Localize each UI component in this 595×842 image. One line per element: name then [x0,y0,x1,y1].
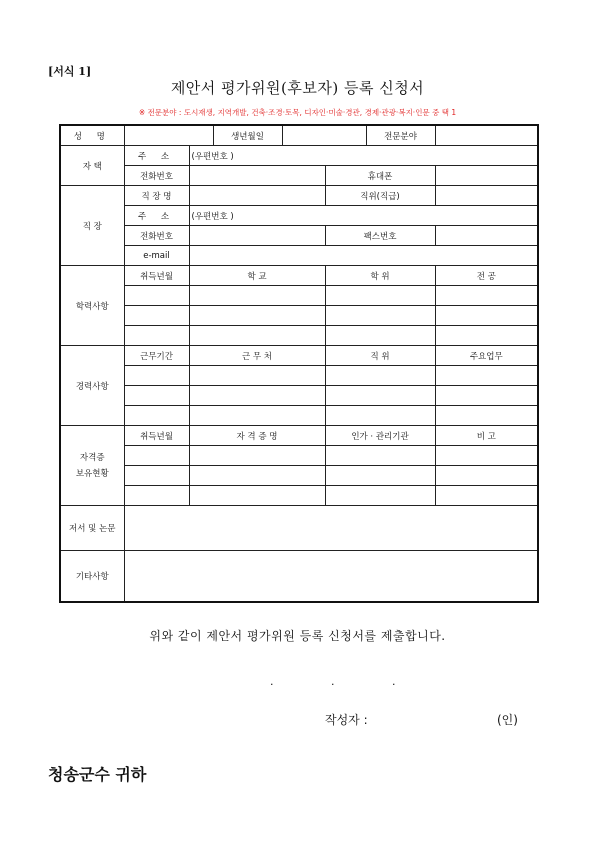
home-address-field[interactable]: (우편번호 ) [189,146,538,166]
education-entry-row [60,306,538,326]
education-header: 취득년월 [124,266,189,286]
mobile-label: 휴대폰 [325,166,435,186]
field-value[interactable] [435,125,538,146]
career-cell[interactable] [189,366,325,386]
field-note: ※ 전문분야 : 도시재생, 지역개발, 건축·조경·토목, 디자인·미술·경관, 경제·관광·복지·인문 중 택 1 [138,108,457,117]
work-name-label: 직 장 명 [124,186,189,206]
license-cell[interactable] [189,466,325,486]
education-cell[interactable] [325,326,435,346]
career-entry-row [60,386,538,406]
education-cell[interactable] [124,306,189,326]
education-cell[interactable] [325,306,435,326]
publications-label: 저서 및 논문 [60,506,124,551]
work-name-row [60,186,538,206]
name-field[interactable] [124,125,213,146]
publications-field[interactable] [124,506,538,551]
work-phone-row [60,226,538,246]
publications-row [60,506,538,551]
fax-label: 팩스번호 [325,226,435,246]
document-title: 제안서 평가위원(후보자) 등록 신청서 [170,79,425,97]
author-label: 작성자 : [325,713,368,727]
license-header: 비 고 [435,426,538,446]
etc-row [60,551,538,603]
license-label-line2: 보유현황 [75,468,109,479]
career-cell[interactable] [435,386,538,406]
career-header-row [60,346,538,366]
work-phone-field[interactable] [189,226,325,246]
education-cell[interactable] [325,286,435,306]
education-entry-row [60,286,538,306]
addressee: 청송군수 귀하 [48,765,147,784]
home-phone-field[interactable] [189,166,325,186]
submission-statement: 위와 같이 제안서 평가위원 등록 신청서를 제출합니다. [149,629,446,643]
license-cell[interactable] [435,486,538,506]
education-entry-row [60,326,538,346]
education-label: 학력사항 [60,266,124,346]
education-header: 전 공 [435,266,538,286]
education-cell[interactable] [189,326,325,346]
career-cell[interactable] [189,406,325,426]
license-cell[interactable] [124,486,189,506]
home-phone-label: 전화번호 [124,166,189,186]
work-address-label: 주 소 [124,206,189,226]
career-cell[interactable] [325,386,435,406]
work-label: 직 장 [60,186,124,266]
education-cell[interactable] [435,326,538,346]
career-label: 경력사항 [60,346,124,426]
work-address-field[interactable]: (우편번호 ) [189,206,538,226]
education-header-row [60,266,538,286]
birth-label: 생년월일 [213,125,282,146]
home-label: 자 택 [60,146,124,186]
license-entry-row [60,446,538,466]
career-header: 주요업무 [435,346,538,366]
license-cell[interactable] [325,486,435,506]
career-entry-row [60,406,538,426]
education-header: 학 위 [325,266,435,286]
education-cell[interactable] [435,286,538,306]
name-label: 성 명 [60,125,124,146]
license-label-line1: 자격증 [79,452,105,463]
license-label [60,426,124,506]
date-line[interactable]: . . . [270,675,423,688]
career-entry-row [60,366,538,386]
basic-info-row [60,125,538,146]
work-position-field[interactable] [435,186,538,206]
birth-field[interactable] [282,125,366,146]
career-cell[interactable] [435,366,538,386]
career-cell[interactable] [124,386,189,406]
career-header: 근 무 처 [189,346,325,366]
career-cell[interactable] [124,366,189,386]
work-phone-label: 전화번호 [124,226,189,246]
education-header: 학 교 [189,266,325,286]
license-entry-row [60,466,538,486]
home-address-row [60,146,538,166]
email-field[interactable] [189,246,538,266]
career-cell[interactable] [325,366,435,386]
work-name-field[interactable] [189,186,325,206]
education-cell[interactable] [189,306,325,326]
license-header: 인가 · 관리기관 [325,426,435,446]
career-cell[interactable] [189,386,325,406]
work-address-row [60,206,538,226]
seal-mark: (인) [497,713,518,727]
license-cell[interactable] [325,466,435,486]
education-cell[interactable] [124,286,189,306]
work-email-row [60,246,538,266]
license-cell[interactable] [435,446,538,466]
license-header: 취득년월 [124,426,189,446]
career-cell[interactable] [435,406,538,426]
etc-field[interactable] [124,551,538,603]
home-phone-row [60,166,538,186]
application-form-table [59,124,539,603]
career-header: 직 위 [325,346,435,366]
fax-field[interactable] [435,226,538,246]
career-header: 근무기간 [124,346,189,366]
form-number: [서식 1] [48,65,92,78]
education-cell[interactable] [435,306,538,326]
home-address-label: 주 소 [124,146,189,166]
field-label: 전문분야 [366,125,435,146]
license-cell[interactable] [189,486,325,506]
mobile-field[interactable] [435,166,538,186]
license-header-row [60,426,538,446]
license-cell[interactable] [189,446,325,466]
work-position-label: 직위(직급) [325,186,435,206]
education-cell[interactable] [189,286,325,306]
education-cell[interactable] [124,326,189,346]
email-label: e-mail [124,246,189,266]
license-cell[interactable] [124,466,189,486]
etc-label: 기타사항 [60,551,124,603]
career-cell[interactable] [124,406,189,426]
license-entry-row [60,486,538,506]
license-cell[interactable] [325,446,435,466]
license-cell[interactable] [124,446,189,466]
career-cell[interactable] [325,406,435,426]
license-cell[interactable] [435,466,538,486]
license-header: 자 격 증 명 [189,426,325,446]
